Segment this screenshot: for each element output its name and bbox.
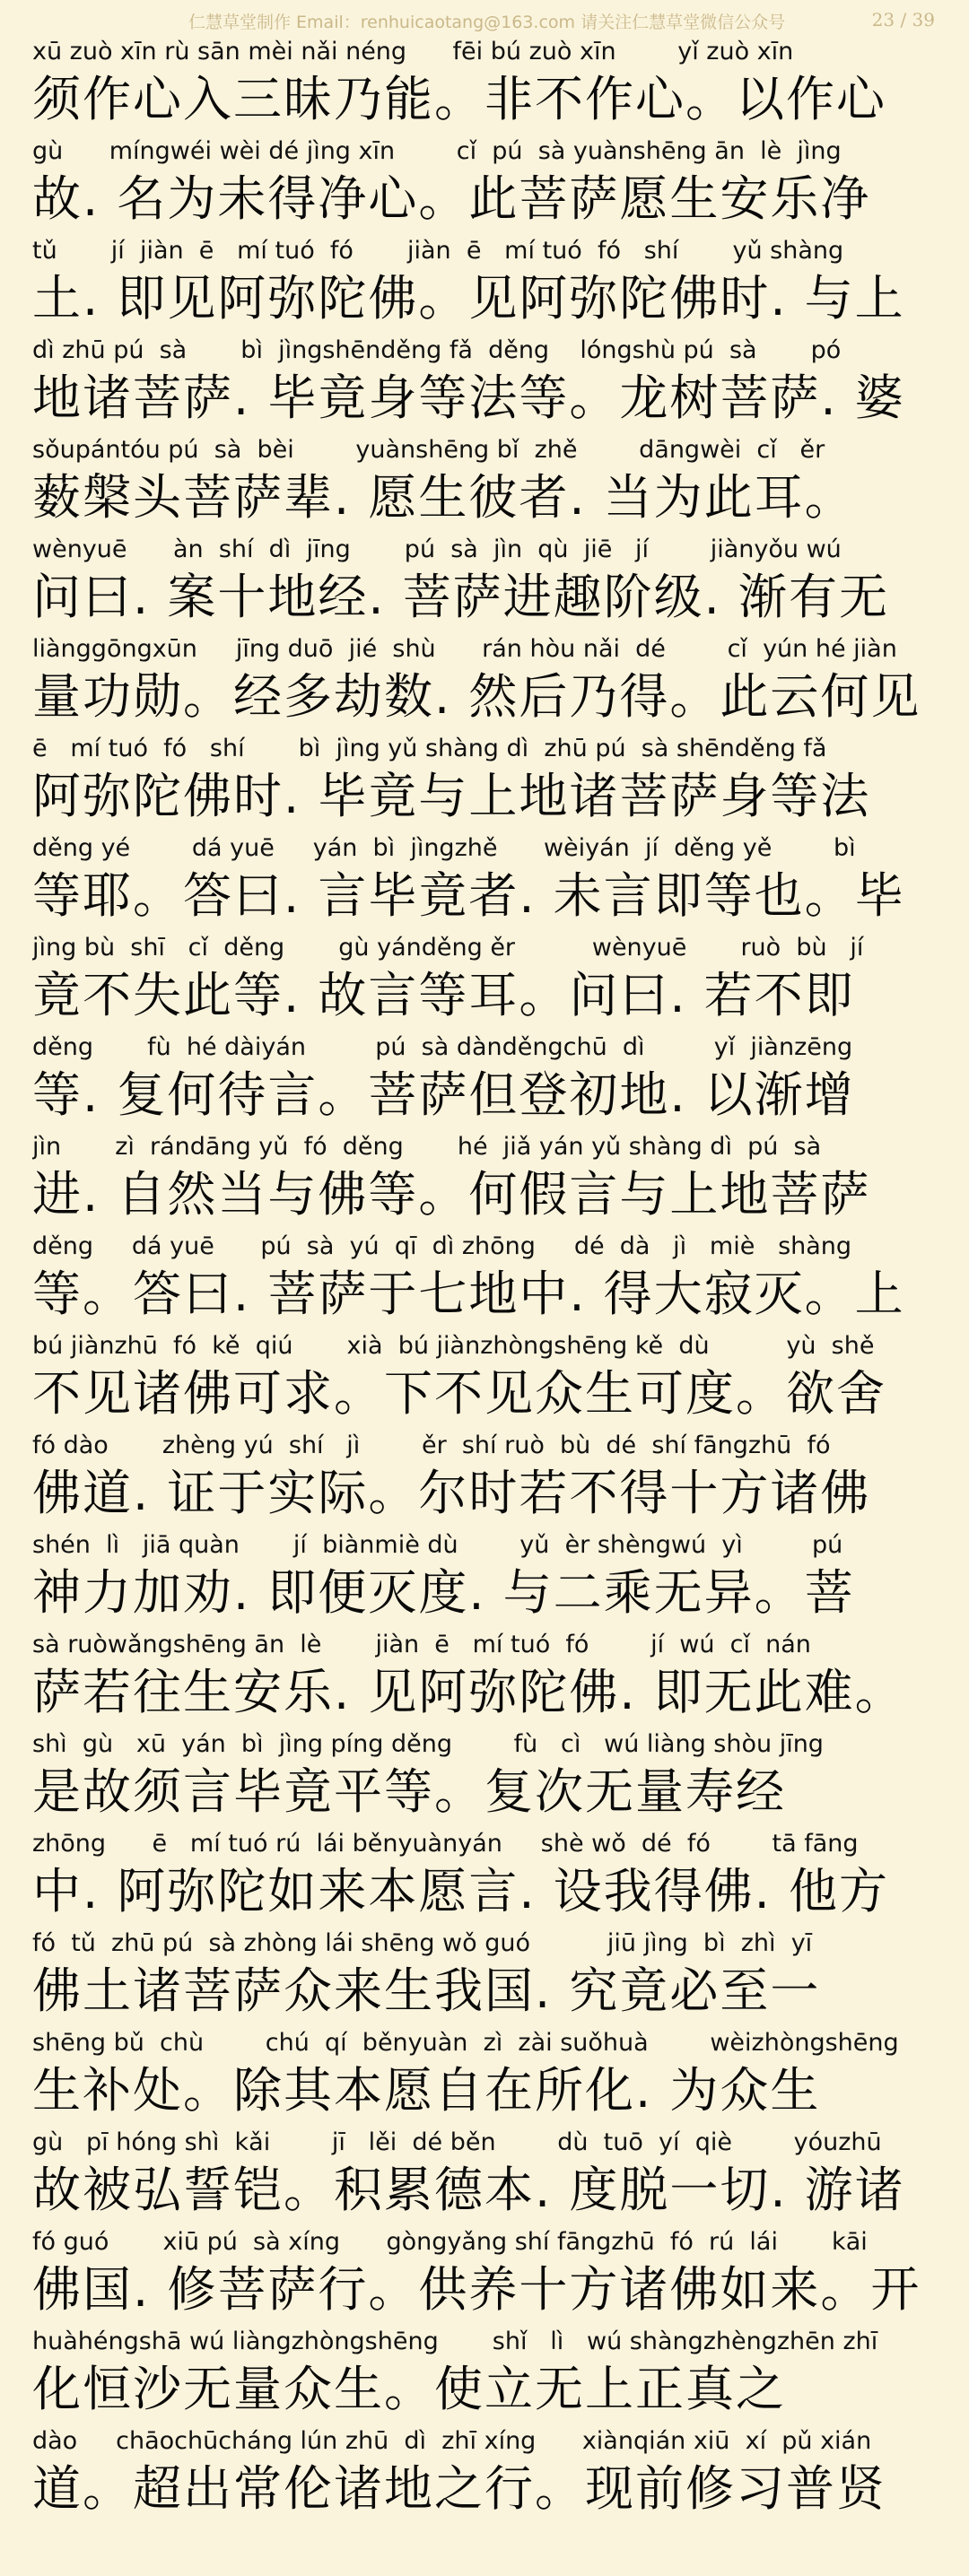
text-line <box>32 932 937 1031</box>
text-line <box>32 1629 937 1728</box>
pinyin-row: shēng bǔ chù chú qí běnyuàn zì zài suǒhuà wèizhòngshēng <box>32 2029 899 2057</box>
hanzi-row: 阿弥陀佛时. 毕竟与上地诸菩萨身等法 <box>32 768 871 824</box>
text-line <box>32 733 937 832</box>
pinyin-row: sǒupántóu pú sà bèi yuànshēng bǐ zhě dāngwèi cǐ ěr <box>32 436 825 464</box>
pinyin-row: liànggōngxūn jīng duō jié shù rán hòu nǎi dé cǐ yún hé jiàn <box>32 635 897 663</box>
pinyin-row: sà ruòwǎngshēng ān lè jiàn ē mí tuó fó jí wú cǐ nán <box>32 1631 811 1658</box>
hanzi-row: 问曰. 案十地经. 菩萨进趣阶级. 渐有无 <box>32 569 889 625</box>
hanzi-row: 地诸菩萨. 毕竟身等法等。龙树菩萨. 婆 <box>32 370 905 426</box>
text-line <box>32 1728 937 1828</box>
hanzi-row: 薮槃头菩萨辈. 愿生彼者. 当为此耳。 <box>32 469 855 526</box>
pinyin-row: fó guó xiū pú sà xíng gòngyǎng shí fāngzhū fó rú lái kāi <box>32 2228 868 2256</box>
text-line <box>32 1131 937 1231</box>
pinyin-row: ē mí tuó fó shí bì jìng yǔ shàng dì zhū pú sà shēnděng fǎ <box>32 735 827 762</box>
text-line <box>32 534 937 633</box>
text-line <box>32 335 937 434</box>
hanzi-row: 神力加劝. 即便灭度. 与二乘无异。菩 <box>32 1564 855 1621</box>
pinyin-row: wènyuē àn shí dì jīng pú sà jìn qù jiē jí jiànyǒu wú <box>32 535 842 563</box>
text-line <box>32 1430 937 1529</box>
hanzi-row: 中. 阿弥陀如来本愿言. 设我得佛. 他方 <box>32 1863 889 1919</box>
text-line <box>32 2127 937 2226</box>
text-line <box>32 1928 937 2027</box>
text-line <box>32 2226 937 2326</box>
hanzi-row: 佛国. 修菩萨行。供养十方诸佛如来。开 <box>32 2261 921 2318</box>
hanzi-row: 道。超出常伦诸地之行。现前修习普贤 <box>32 2460 886 2517</box>
pinyin-row: děng dá yuē pú sà yú qī dì zhōng dé dà jì miè shàng <box>32 1232 852 1260</box>
text-line <box>32 1828 937 1928</box>
hanzi-row: 量功勋。经多劫数. 然后乃得。此云何见 <box>32 668 921 725</box>
text-line <box>32 832 937 932</box>
text-line <box>32 434 937 534</box>
text-line <box>32 235 937 335</box>
hanzi-row: 等耶。答曰. 言毕竟者. 未言即等也。毕 <box>32 867 905 924</box>
text-line <box>32 2425 937 2525</box>
hanzi-row: 竟不失此等. 故言等耳。问曰. 若不即 <box>32 967 855 1023</box>
text-line <box>32 633 937 733</box>
pinyin-row: gù míngwéi wèi dé jìng xīn cǐ pú sà yuànshēng ān lè jìng <box>32 137 842 165</box>
pinyin-row: xū zuò xīn rù sān mèi nǎi néng fēi bú zuò xīn yǐ zuò xīn <box>32 38 794 65</box>
pinyin-row: děng yé dá yuē yán bì jìngzhě wèiyán jí děng yě bì <box>32 834 856 862</box>
hanzi-row: 生补处。除其本愿自在所化. 为众生 <box>32 2062 821 2119</box>
hanzi-row: 是故须言毕竟平等。复次无量寿经 <box>32 1763 786 1820</box>
hanzi-row: 故. 名为未得净心。此菩萨愿生安乐净 <box>32 170 871 227</box>
scripture-body <box>32 36 937 2525</box>
pinyin-row: gù pī hóng shì kǎi jī lěi dé běn dù tuō yí qiè yóuzhū <box>32 2128 882 2156</box>
pinyin-row: fó dào zhèng yú shí jì ěr shí ruò bù dé shí fāngzhū fó <box>32 1432 831 1459</box>
pinyin-row: jìng bù shī cǐ děng gù yánděng ěr wènyuē ruò bù jí <box>32 934 864 962</box>
pinyin-row: fó tǔ zhū pú sà zhòng lái shēng wǒ guó jiū jìng bì zhì yī <box>32 1929 813 1957</box>
hanzi-row: 土. 即见阿弥陀佛。见阿弥陀佛时. 与上 <box>32 270 905 326</box>
text-line <box>32 36 937 135</box>
text-line <box>32 135 937 235</box>
text-line <box>32 2326 937 2425</box>
hanzi-row: 不见诸佛可求。下不见众生可度。欲舍 <box>32 1365 886 1422</box>
hanzi-row: 故被弘誓铠。积累德本. 度脱一切. 游诸 <box>32 2162 905 2218</box>
hanzi-row: 进. 自然当与佛等。何假言与上地菩萨 <box>32 1166 871 1223</box>
pinyin-row: děng fù hé dàiyán pú sà dànděngchū dì yǐ jiànzēng <box>32 1033 853 1061</box>
pinyin-row: shén lì jiā quàn jí biànmiè dù yǔ èr shèngwú yì pú <box>32 1531 843 1559</box>
text-line <box>32 2027 937 2127</box>
hanzi-row: 化恒沙无量众生。使立无上正真之 <box>32 2361 786 2417</box>
hanzi-row: 须作心入三昧乃能。非不作心。以作心 <box>32 71 886 127</box>
text-line <box>32 1231 937 1330</box>
pinyin-row: bú jiànzhū fó kě qiú xià bú jiànzhòngshēng kě dù yù shě <box>32 1332 875 1360</box>
text-line <box>32 1330 937 1430</box>
pinyin-row: zhōng ē mí tuó rú lái běnyuànyán shè wǒ dé fó tā fāng <box>32 1830 859 1858</box>
pinyin-row: huàhéngshā wú liàngzhòngshēng shǐ lì wú shàngzhèngzhēn zhī <box>32 2328 878 2355</box>
pinyin-row: shì gù xū yán bì jìng píng děng fù cì wú liàng shòu jīng <box>32 1730 824 1758</box>
text-line <box>32 1031 937 1131</box>
pinyin-row: dì zhū pú sà bì jìngshēnděng fǎ děng lóngshù pú sà pó <box>32 336 842 364</box>
page-header <box>0 5 969 36</box>
hanzi-row: 佛道. 证于实际。尔时若不得十方诸佛 <box>32 1465 871 1521</box>
pinyin-row: tǔ jí jiàn ē mí tuó fó jiàn ē mí tuó fó shí yǔ shàng <box>32 237 844 265</box>
hanzi-row: 佛土诸菩萨众来生我国. 究竟必至一 <box>32 1962 821 2019</box>
hanzi-row: 萨若往生安乐. 见阿弥陀佛. 即无此难。 <box>32 1664 905 1720</box>
pinyin-row: dào chāochūcháng lún zhū dì zhī xíng xiànqián xiū xí pǔ xián <box>32 2427 872 2455</box>
hanzi-row: 等。答曰. 菩萨于七地中. 得大寂灭。上 <box>32 1266 905 1322</box>
page-number: 23 / 39 <box>871 9 935 30</box>
pinyin-row: jìn zì rándāng yǔ fó děng hé jiǎ yán yǔ shàng dì pú sà <box>32 1133 822 1161</box>
hanzi-row: 等. 复何待言。菩萨但登初地. 以渐增 <box>32 1066 855 1123</box>
text-line <box>32 1529 937 1629</box>
header-watermark-text: 仁慧草堂制作 Email：renhuicaotang@163.com 请关注仁慧草堂微信公众号 <box>188 13 786 32</box>
